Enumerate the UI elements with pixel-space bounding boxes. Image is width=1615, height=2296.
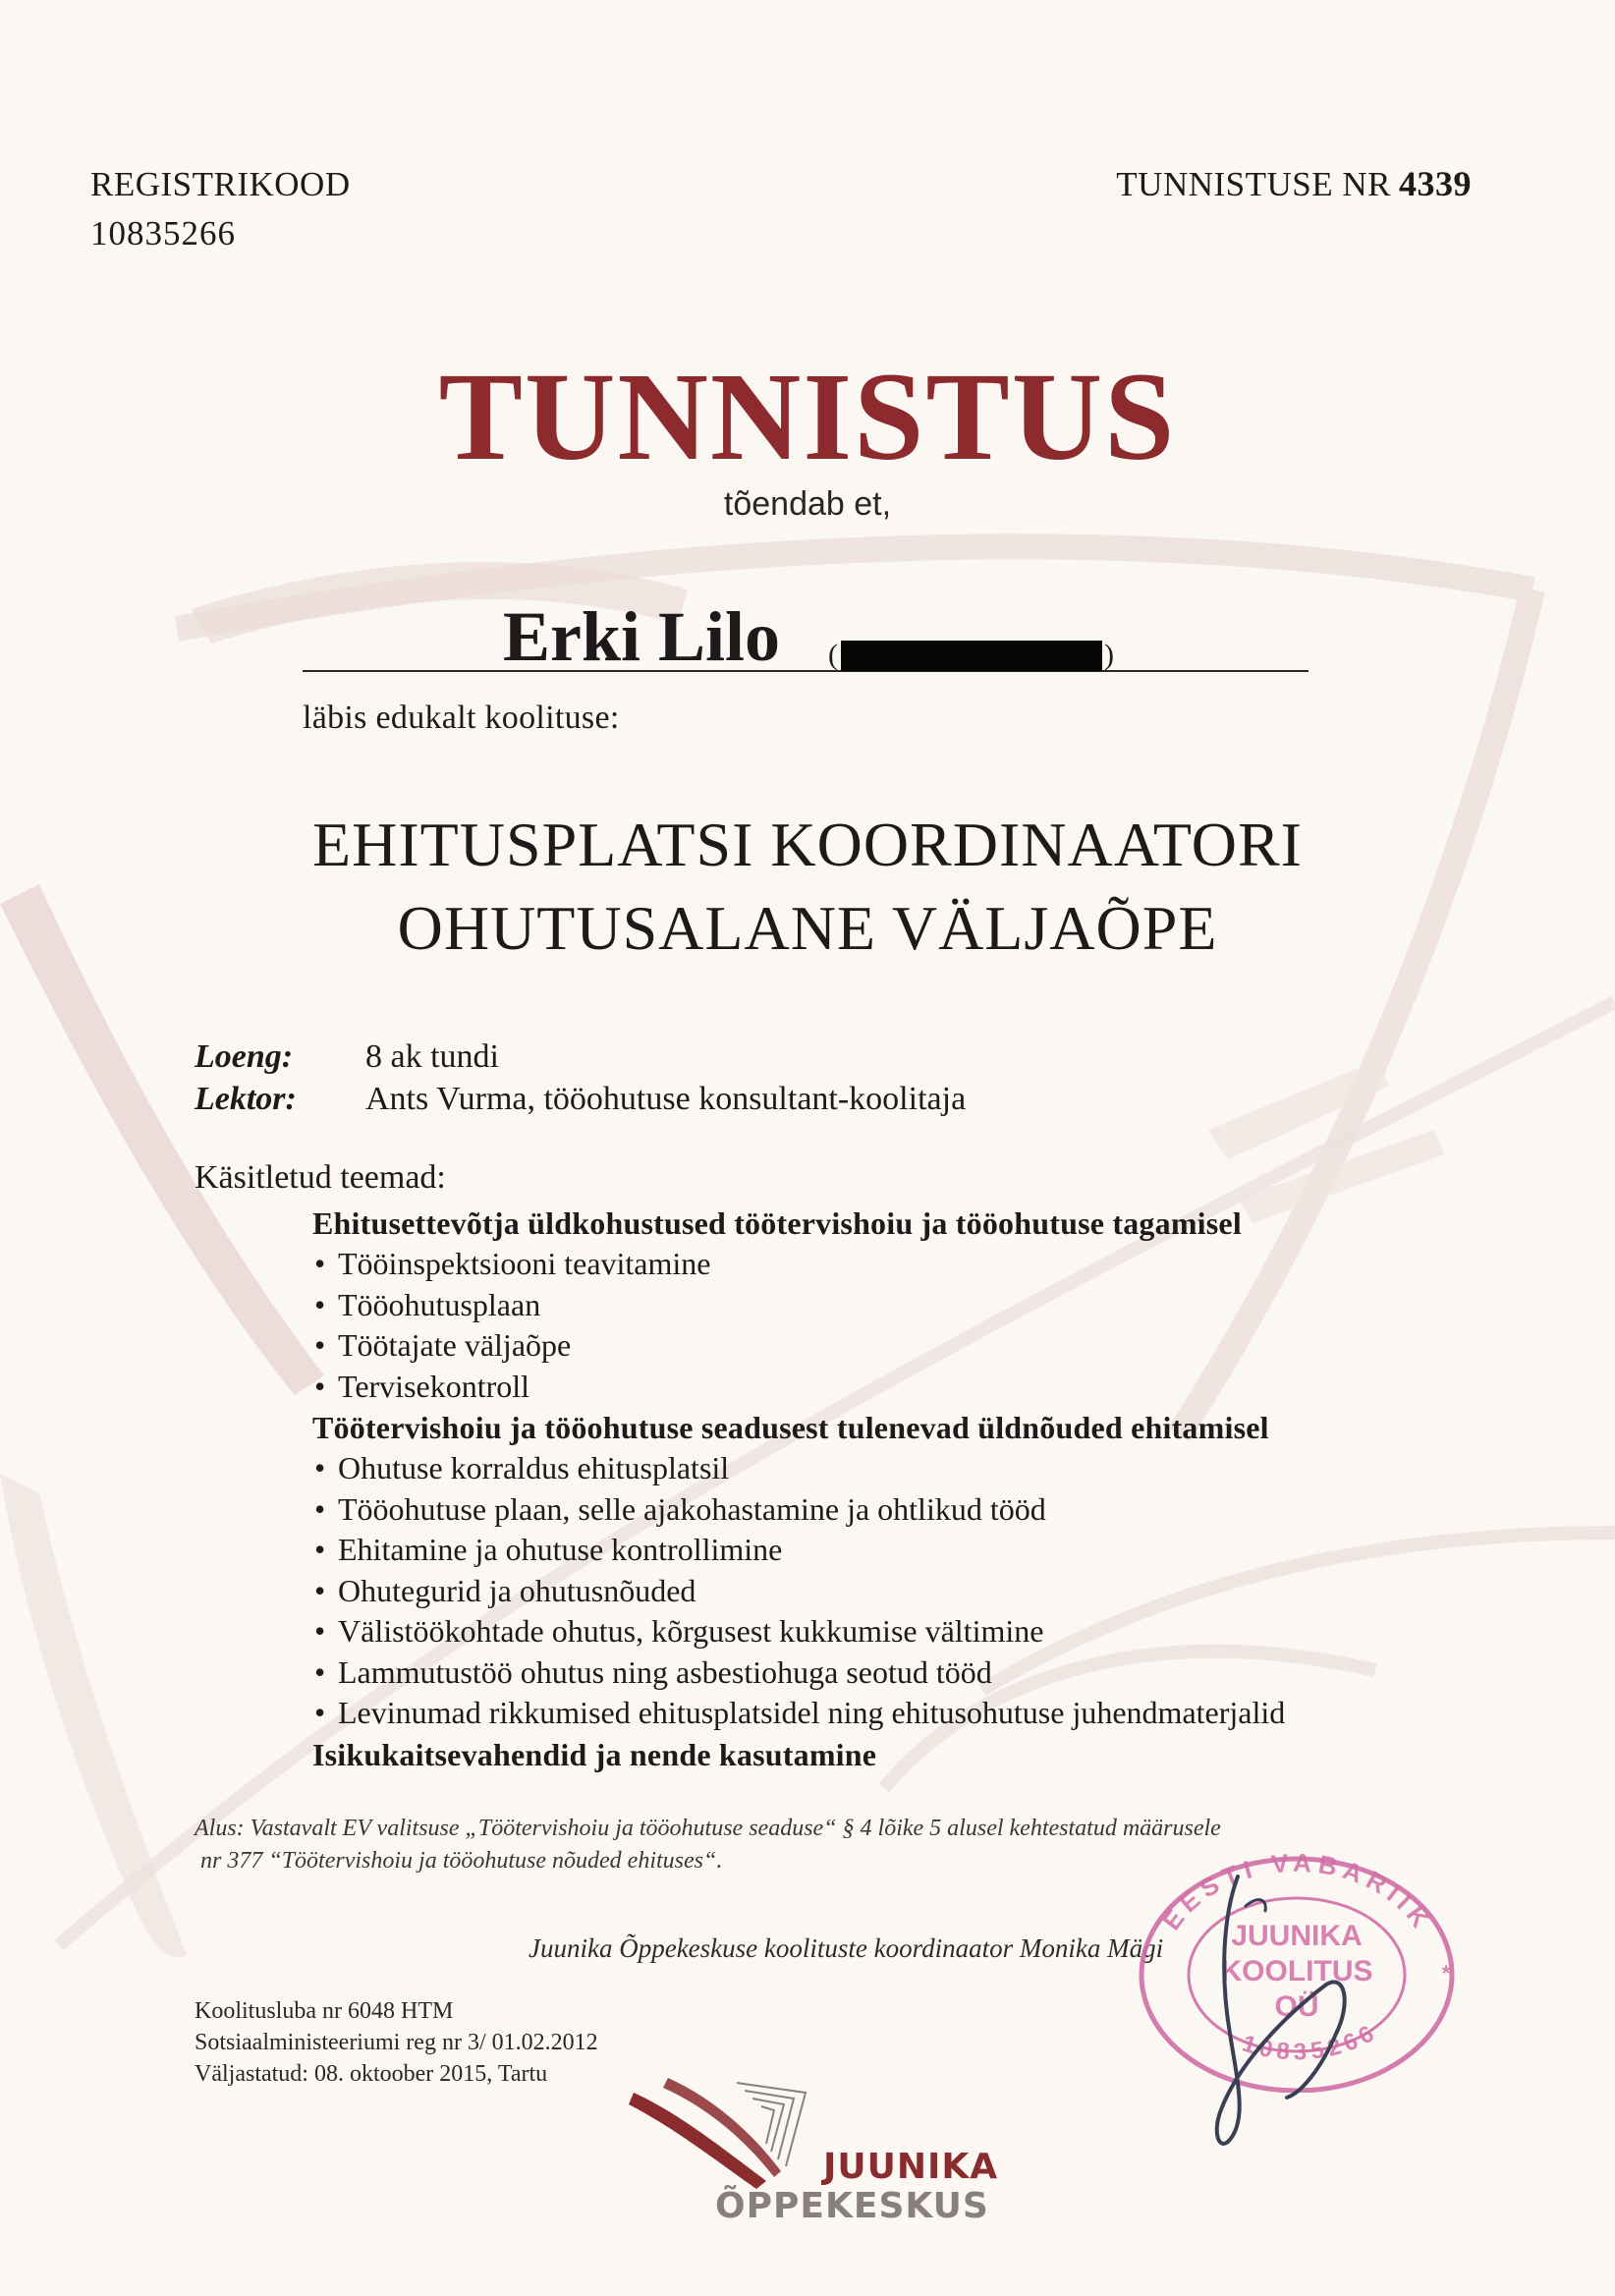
recipient-name: Erki Lilo xyxy=(503,597,781,676)
topic-item-text: Tööohutuse plaan, selle ajakohastamine ja ohtlikud tööd xyxy=(338,1490,1046,1527)
legal-basis-line1: Alus: Vastavalt EV valitsuse „Töötervishoiu ja tööohutuse seaduse“ § 4 lõike 5 alusel kehtestatud määrusele xyxy=(195,1816,1221,1841)
bullet: • xyxy=(314,1532,326,1567)
handwritten-signature xyxy=(1130,1837,1405,2161)
certificate-number xyxy=(1116,163,1472,204)
topic-item xyxy=(312,1448,1491,1489)
topic-item xyxy=(312,1611,1491,1652)
topic-item-text: Levinumad rikkumised ehitusplatsidel ning ehitusohutuse juhendmaterjalid xyxy=(338,1695,1286,1730)
issue-date: Väljastatud: 08. oktoober 2015, Tartu xyxy=(195,2061,548,2087)
lecture-label: Loeng: xyxy=(195,1038,294,1075)
certificate-title: TUNNISTUS xyxy=(438,347,1177,486)
stamp-line2: KOOLITUS xyxy=(1220,1955,1373,1988)
topic-item xyxy=(312,1285,1491,1326)
topic-item xyxy=(312,1325,1491,1367)
certificate-number-label: TUNNISTUSE NR xyxy=(1116,165,1391,203)
redacted-id-box xyxy=(841,641,1102,671)
topics-list xyxy=(312,1203,1491,1775)
topics-label: Käsitletud teemad: xyxy=(195,1159,446,1196)
topic-item-text: Tööinspektsiooni teavitamine xyxy=(338,1246,711,1281)
course-title-line1: EHITUSPLATSI KOORDINAATORI xyxy=(312,810,1303,879)
topic-item-text: Välistöökohtade ohutus, kõrgusest kukkumise vältimine xyxy=(338,1613,1044,1649)
bullet: • xyxy=(314,1450,326,1485)
ministry-registration: Sotsiaalministeeriumi reg nr 3/ 01.02.2012 xyxy=(195,2030,598,2055)
topic-item xyxy=(312,1530,1491,1571)
brand-name-line1: JUUNIKA xyxy=(823,2147,999,2187)
license-number: Koolitusluba nr 6048 HTM xyxy=(195,1998,454,2024)
paren-open: ( xyxy=(828,639,838,671)
bullet: • xyxy=(314,1490,326,1527)
topic-item xyxy=(312,1367,1491,1408)
stamp-line1: JUUNIKA xyxy=(1231,1920,1363,1952)
registry-code-value: 10835266 xyxy=(90,214,236,252)
bullet: • xyxy=(314,1613,326,1649)
bullet: • xyxy=(314,1246,326,1281)
paren-close: ) xyxy=(1104,639,1114,671)
topic-item-text: Tööohutusplaan xyxy=(338,1286,541,1322)
topic-item xyxy=(312,1244,1491,1285)
lecture-value: 8 ak tundi xyxy=(365,1038,499,1075)
bullet: • xyxy=(314,1368,326,1404)
topic-item-text: Ohutegurid ja ohutusnõuded xyxy=(338,1572,696,1608)
topic-item xyxy=(312,1652,1491,1694)
topic-item-text: Lammutustöö ohutus ning asbestiohuga seotud tööd xyxy=(338,1653,992,1690)
coordinator-signature-label: Juunika Õppekeskuse koolituste koordinaator Monika Mägi xyxy=(529,1933,1164,1963)
topic-heading: Ehitusettevõtja üldkohustused töötervishoiu ja tööohutuse tagamisel xyxy=(312,1205,1242,1241)
topic-item xyxy=(312,1571,1491,1612)
certificate-number-value: 4339 xyxy=(1399,164,1472,203)
bullet: • xyxy=(314,1327,326,1363)
lecturer-label: Lektor: xyxy=(195,1081,297,1117)
topic-item xyxy=(312,1489,1491,1531)
stamp-star-icon: * xyxy=(1441,1961,1451,1986)
legal-basis-line2: nr 377 “Töötervishoiu ja tööohutuse nõuded ehituses“. xyxy=(200,1848,723,1874)
registry-code-label: REGISTRIKOOD xyxy=(90,165,351,203)
name-underline xyxy=(303,670,1309,672)
brand-name-line2: ÕPPEKESKUS xyxy=(715,2186,989,2226)
topic-heading: Isikukaitsevahendid ja nende kasutamine xyxy=(312,1736,877,1772)
topic-item-text: Ohutuse korraldus ehitusplatsil xyxy=(338,1450,730,1485)
topic-item-text: Tervisekontroll xyxy=(338,1368,530,1404)
topic-heading: Töötervishoiu ja tööohutuse seadusest tulenevad üldnõuded ehitamisel xyxy=(312,1410,1269,1445)
lecturer-value: Ants Vurma, tööohutuse konsultant-koolitaja xyxy=(365,1081,967,1117)
topic-item-text: Ehitamine ja ohutuse kontrollimine xyxy=(338,1532,783,1567)
topic-item xyxy=(312,1693,1491,1734)
bullet: • xyxy=(314,1653,326,1690)
bullet: • xyxy=(314,1286,326,1322)
topic-item-text: Töötajate väljaõpe xyxy=(338,1327,572,1363)
passed-course-text: läbis edukalt koolituse: xyxy=(303,700,620,736)
bullet: • xyxy=(314,1695,326,1730)
stamp-line3: OÜ xyxy=(1274,1990,1319,2023)
course-title-line2: OHUTUSALANE VÄLJAÕPE xyxy=(397,893,1218,963)
stamp-ring-text: EESTI VABARIIK xyxy=(1156,1847,1439,1938)
bullet: • xyxy=(314,1572,326,1608)
certificate-subtitle: tõendab et, xyxy=(723,485,892,523)
stamp-code: 10835266 xyxy=(1239,2018,1383,2066)
